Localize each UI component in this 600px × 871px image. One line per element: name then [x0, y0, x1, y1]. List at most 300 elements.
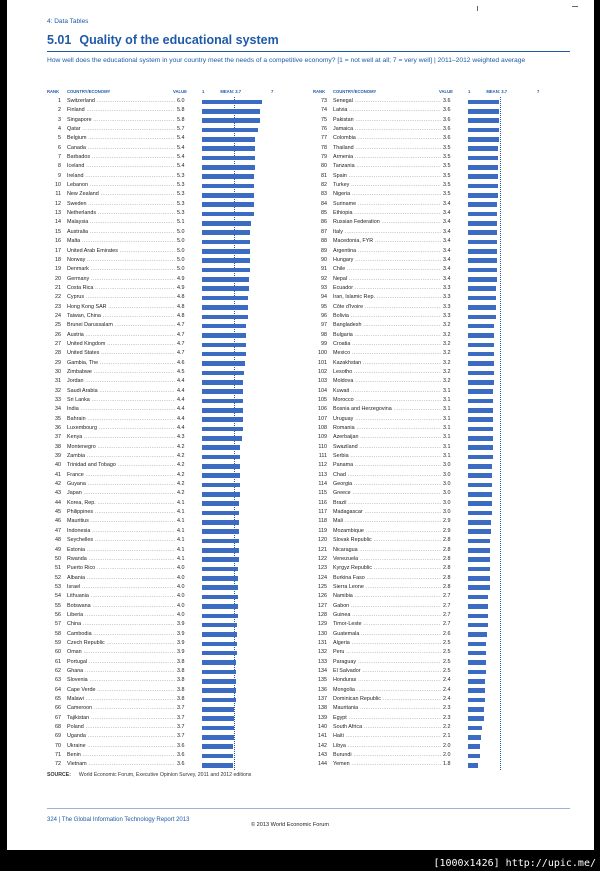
value-cell: 4.9: [175, 284, 193, 293]
value-bar: [202, 296, 248, 301]
rank-cell: 139: [318, 714, 327, 721]
table-row: [47, 303, 292, 312]
value-cell: 4.4: [175, 424, 193, 433]
country-cell: Burundi .....: [333, 751, 441, 760]
country-cell: Trinidad and Tobago .....: [67, 461, 175, 470]
value-cell: 5.7: [175, 125, 193, 134]
table-row: [313, 377, 558, 386]
rank-cell: 7: [58, 154, 61, 161]
value-cell: 3.4: [441, 275, 459, 284]
value-cell: 4.3: [175, 433, 193, 442]
header-rank: RANK: [313, 89, 326, 94]
table-row: [313, 321, 558, 330]
value-bar: [202, 585, 238, 590]
rank-cell: 99: [321, 340, 327, 347]
rank-cell: 64: [55, 686, 61, 693]
value-bar: [202, 660, 236, 665]
header-mean: MEAN: 3.7: [220, 89, 242, 94]
value-bar: [468, 445, 493, 450]
rank-cell: 29: [55, 359, 61, 366]
country-cell: Mauritius .....: [67, 517, 175, 526]
value-bar: [468, 240, 497, 245]
value-bar: [202, 137, 255, 142]
country-cell: Seychelles .....: [67, 536, 175, 545]
rank-cell: 30: [55, 368, 61, 375]
value-cell: 3.7: [175, 714, 193, 723]
country-cell: Panama .....: [333, 461, 441, 470]
rank-cell: 55: [55, 602, 61, 609]
country-cell: United States .....: [67, 349, 175, 358]
table-row: [47, 144, 292, 153]
value-bar: [202, 670, 236, 675]
rank-cell: 101: [318, 359, 327, 366]
country-cell: Korea, Rep. .....: [67, 499, 175, 508]
table-column-right: [313, 88, 558, 770]
value-cell: 2.5: [441, 667, 459, 676]
country-cell: China .....: [67, 620, 175, 629]
table-row: [47, 471, 292, 480]
value-bar: [202, 520, 239, 525]
value-cell: 2.4: [441, 676, 459, 685]
country-cell: Czech Republic .....: [67, 639, 175, 648]
table-row: [313, 742, 558, 751]
table-row: [313, 639, 558, 648]
table-row: [313, 190, 558, 199]
table-row: [47, 172, 292, 181]
value-cell: 5.0: [175, 237, 193, 246]
rank-cell: 120: [318, 537, 327, 544]
value-cell: 2.2: [441, 723, 459, 732]
country-cell: Oman .....: [67, 648, 175, 657]
table-row: [313, 368, 558, 377]
value-cell: 4.1: [175, 517, 193, 526]
value-cell: 3.6: [441, 106, 459, 115]
table-row: [47, 321, 292, 330]
value-bar: [468, 754, 480, 759]
rank-cell: 67: [55, 714, 61, 721]
country-cell: Costa Rica .....: [67, 284, 175, 293]
table-row: [47, 723, 292, 732]
country-cell: Bosnia and Herzegovina .....: [333, 405, 441, 414]
value-cell: 3.7: [175, 732, 193, 741]
value-bar: [202, 735, 234, 740]
rank-cell: 129: [318, 621, 327, 628]
table-row: [313, 218, 558, 227]
country-cell: Lebanon .....: [67, 181, 175, 190]
value-bar: [468, 567, 490, 572]
value-bar: [202, 286, 249, 291]
value-bar: [202, 156, 255, 161]
rank-cell: 12: [55, 200, 61, 207]
country-cell: Haiti .....: [333, 732, 441, 741]
rank-cell: 80: [321, 163, 327, 170]
table-row: [313, 116, 558, 125]
table-header: [47, 88, 292, 97]
table-row: [47, 349, 292, 358]
country-cell: Estonia .....: [67, 546, 175, 555]
value-cell: 3.1: [441, 405, 459, 414]
value-bar: [202, 604, 238, 609]
value-bar: [468, 380, 494, 385]
value-cell: 2.9: [441, 517, 459, 526]
country-cell: Kyrgyz Republic .....: [333, 564, 441, 573]
table-row: [47, 228, 292, 237]
table-row: [313, 209, 558, 218]
rank-cell: 10: [55, 182, 61, 189]
value-cell: 3.4: [441, 256, 459, 265]
value-bar: [468, 501, 492, 506]
value-bar: [468, 417, 493, 422]
value-cell: 3.0: [441, 508, 459, 517]
rank-cell: 9: [58, 172, 61, 179]
value-bar: [202, 268, 250, 273]
rank-cell: 43: [55, 490, 61, 497]
rank-cell: 72: [55, 761, 61, 768]
country-cell: Russian Federation .....: [333, 218, 441, 227]
value-cell: 3.5: [441, 190, 459, 199]
country-cell: Netherlands .....: [67, 209, 175, 218]
value-cell: 3.2: [441, 368, 459, 377]
rank-cell: 76: [321, 126, 327, 133]
value-bar: [202, 427, 243, 432]
country-cell: Indonesia .....: [67, 527, 175, 536]
value-cell: 4.2: [175, 471, 193, 480]
country-cell: Kazakhstan .....: [333, 359, 441, 368]
value-bar: [202, 389, 243, 394]
rank-cell: 84: [321, 200, 327, 207]
table-row: [313, 200, 558, 209]
table-row: [313, 340, 558, 349]
value-bar: [202, 651, 237, 656]
table-row: [47, 377, 292, 386]
table-row: [313, 751, 558, 760]
value-bar: [468, 352, 494, 357]
value-cell: 4.8: [175, 312, 193, 321]
rank-cell: 17: [55, 247, 61, 254]
table-rows: [47, 97, 292, 770]
table-row: [47, 695, 292, 704]
country-cell: Kenya .....: [67, 433, 175, 442]
rank-cell: 19: [55, 266, 61, 273]
table-row: [313, 134, 558, 143]
header-scale-min: 1: [202, 89, 205, 94]
country-cell: Mexico .....: [333, 349, 441, 358]
table-row: [47, 648, 292, 657]
table-row: [47, 742, 292, 751]
value-cell: 2.8: [441, 536, 459, 545]
country-cell: Turkey .....: [333, 181, 441, 190]
value-cell: 4.4: [175, 377, 193, 386]
value-bar: [202, 249, 250, 254]
rank-cell: 69: [55, 733, 61, 740]
table-row: [313, 106, 558, 115]
country-cell: Vietnam .....: [67, 760, 175, 769]
table-row: [313, 695, 558, 704]
rank-cell: 132: [318, 649, 327, 656]
section-number: 5.01: [47, 33, 72, 47]
table-row: [313, 564, 558, 573]
table-row: [47, 265, 292, 274]
value-cell: 3.4: [441, 247, 459, 256]
value-cell: 5.4: [175, 134, 193, 143]
table-row: [313, 247, 558, 256]
table-row: [313, 760, 558, 769]
value-cell: 3.0: [441, 489, 459, 498]
table-row: [313, 181, 558, 190]
value-cell: 3.8: [175, 695, 193, 704]
value-bar: [202, 529, 239, 534]
rank-cell: 117: [318, 509, 327, 516]
table-row: [47, 555, 292, 564]
header-scale-max: 7: [271, 89, 274, 94]
country-cell: Serbia .....: [333, 452, 441, 461]
country-cell: United Kingdom .....: [67, 340, 175, 349]
table-row: [313, 630, 558, 639]
country-cell: Bahrain .....: [67, 415, 175, 424]
rank-cell: 52: [55, 574, 61, 581]
value-bar: [202, 511, 239, 516]
rank-cell: 78: [321, 144, 327, 151]
table-row: [47, 527, 292, 536]
value-cell: 2.6: [441, 630, 459, 639]
value-bar: [202, 436, 242, 441]
country-cell: Namibia .....: [333, 592, 441, 601]
source-label: SOURCE:: [47, 772, 71, 778]
value-bar: [468, 642, 486, 647]
rank-cell: 83: [321, 191, 327, 198]
value-bar: [202, 417, 243, 422]
value-cell: 3.8: [175, 658, 193, 667]
table-row: [313, 359, 558, 368]
value-cell: 4.8: [175, 293, 193, 302]
rank-cell: 49: [55, 546, 61, 553]
value-cell: 3.4: [441, 209, 459, 218]
table-row: [47, 461, 292, 470]
value-cell: 5.0: [175, 228, 193, 237]
value-bar: [468, 436, 493, 441]
value-bar: [468, 277, 497, 282]
country-cell: Puerto Rico .....: [67, 564, 175, 573]
table-row: [313, 284, 558, 293]
country-cell: Timor-Leste .....: [333, 620, 441, 629]
value-bar: [468, 707, 484, 712]
rank-cell: 73: [321, 98, 327, 104]
country-cell: Guatemala .....: [333, 630, 441, 639]
rank-cell: 125: [318, 583, 327, 590]
table-row: [313, 667, 558, 676]
table-row: [47, 153, 292, 162]
rank-cell: 123: [318, 565, 327, 572]
value-cell: 2.3: [441, 714, 459, 723]
table-row: [47, 125, 292, 134]
table-row: [313, 461, 558, 470]
value-bar: [202, 763, 233, 768]
table-row: [47, 190, 292, 199]
copyright: © 2013 World Economic Forum: [251, 822, 330, 828]
value-bar: [202, 548, 239, 553]
value-bar: [202, 230, 250, 235]
rank-cell: 131: [318, 639, 327, 646]
country-cell: Moldova .....: [333, 377, 441, 386]
rank-cell: 134: [318, 667, 327, 674]
value-cell: 4.2: [175, 452, 193, 461]
table-row: [47, 443, 292, 452]
breadcrumb: 4: Data Tables: [47, 18, 89, 25]
value-cell: 4.7: [175, 331, 193, 340]
table-row: [313, 611, 558, 620]
country-cell: Pakistan .....: [333, 116, 441, 125]
rank-cell: 13: [55, 210, 61, 217]
rank-cell: 58: [55, 630, 61, 637]
rank-cell: 37: [55, 434, 61, 441]
country-cell: Cameroon .....: [67, 704, 175, 713]
page: [7, 0, 594, 850]
country-cell: Iceland .....: [67, 162, 175, 171]
value-bar: [468, 137, 499, 142]
country-cell: Bulgaria .....: [333, 331, 441, 340]
value-bar: [468, 557, 490, 562]
value-cell: 4.1: [175, 508, 193, 517]
rank-cell: 144: [318, 761, 327, 768]
country-cell: Spain .....: [333, 172, 441, 181]
country-cell: Swaziland .....: [333, 443, 441, 452]
table-row: [47, 293, 292, 302]
table-row: [313, 480, 558, 489]
country-cell: Sri Lanka .....: [67, 396, 175, 405]
value-bar: [202, 202, 254, 207]
value-bar: [202, 128, 258, 133]
rank-cell: 95: [321, 303, 327, 310]
header-country: COUNTRY/ECONOMY: [67, 89, 111, 94]
table-row: [313, 396, 558, 405]
value-bar: [202, 343, 246, 348]
country-cell: Switzerland .....: [67, 97, 175, 106]
table-row: [47, 218, 292, 227]
value-cell: 3.4: [441, 218, 459, 227]
rank-cell: 41: [55, 471, 61, 478]
table-row: [47, 275, 292, 284]
country-cell: Italy .....: [333, 228, 441, 237]
value-bar: [468, 670, 486, 675]
country-cell: Iran, Islamic Rep. .....: [333, 293, 441, 302]
value-cell: 3.3: [441, 284, 459, 293]
country-cell: Denmark .....: [67, 265, 175, 274]
table-row: [313, 471, 558, 480]
table-row: [47, 247, 292, 256]
value-cell: 3.2: [441, 349, 459, 358]
value-cell: 3.6: [441, 116, 459, 125]
value-bar: [468, 324, 494, 329]
rank-cell: 88: [321, 238, 327, 245]
value-bar: [468, 614, 488, 619]
rank-cell: 18: [55, 256, 61, 263]
country-cell: Rwanda .....: [67, 555, 175, 564]
table-column-left: [47, 88, 292, 770]
value-cell: 2.1: [441, 732, 459, 741]
value-bar: [468, 165, 498, 170]
value-cell: 4.4: [175, 405, 193, 414]
country-cell: Lithuania .....: [67, 592, 175, 601]
rank-cell: 53: [55, 583, 61, 590]
crop-mark: [572, 6, 578, 7]
rank-cell: 138: [318, 705, 327, 712]
table-row: [47, 620, 292, 629]
value-bar: [468, 268, 497, 273]
rank-cell: 39: [55, 453, 61, 460]
value-bar: [468, 371, 494, 376]
table-row: [313, 256, 558, 265]
rank-cell: 106: [318, 406, 327, 413]
value-cell: 3.6: [441, 125, 459, 134]
rank-cell: 42: [55, 481, 61, 488]
value-cell: 3.7: [175, 704, 193, 713]
value-bar: [468, 249, 497, 254]
rank-cell: 28: [55, 350, 61, 357]
value-cell: 5.8: [175, 106, 193, 115]
country-cell: Georgia .....: [333, 480, 441, 489]
value-bar: [468, 529, 491, 534]
value-cell: 3.5: [441, 144, 459, 153]
value-cell: 3.6: [441, 97, 459, 106]
country-cell: Portugal .....: [67, 658, 175, 667]
value-bar: [468, 604, 488, 609]
value-bar: [202, 744, 233, 749]
country-cell: Hungary .....: [333, 256, 441, 265]
table-row: [47, 387, 292, 396]
rank-cell: 44: [55, 499, 61, 506]
rank-cell: 6: [58, 144, 61, 151]
rank-cell: 75: [321, 116, 327, 123]
rank-cell: 82: [321, 182, 327, 189]
table-row: [313, 387, 558, 396]
rank-cell: 48: [55, 537, 61, 544]
table-row: [47, 751, 292, 760]
header-mean: MEAN: 3.7: [486, 89, 508, 94]
footer-rule: [47, 808, 570, 809]
table-row: [313, 527, 558, 536]
value-cell: 4.1: [175, 555, 193, 564]
value-cell: 4.0: [175, 583, 193, 592]
rank-cell: 33: [55, 397, 61, 403]
country-cell: Japan .....: [67, 489, 175, 498]
table-row: [47, 256, 292, 265]
table-row: [313, 125, 558, 134]
table-row: [313, 228, 558, 237]
table-row: [47, 415, 292, 424]
country-cell: Zambia .....: [67, 452, 175, 461]
country-cell: Israel .....: [67, 583, 175, 592]
table-row: [47, 611, 292, 620]
value-bar: [468, 286, 496, 291]
rank-cell: 116: [318, 499, 327, 506]
value-cell: 4.5: [175, 368, 193, 377]
value-bar: [202, 361, 245, 366]
value-bar: [202, 193, 254, 198]
table-row: [313, 405, 558, 414]
table-row: [313, 349, 558, 358]
rank-cell: 61: [55, 658, 61, 665]
value-cell: 2.5: [441, 658, 459, 667]
country-cell: Azerbaijan .....: [333, 433, 441, 442]
country-cell: Croatia .....: [333, 340, 441, 349]
rank-cell: 102: [318, 368, 327, 375]
header-scale-max: 7: [537, 89, 540, 94]
rank-cell: 121: [318, 546, 327, 553]
table-row: [47, 667, 292, 676]
table-row: [47, 200, 292, 209]
value-bar: [202, 754, 233, 759]
value-bar: [468, 156, 498, 161]
